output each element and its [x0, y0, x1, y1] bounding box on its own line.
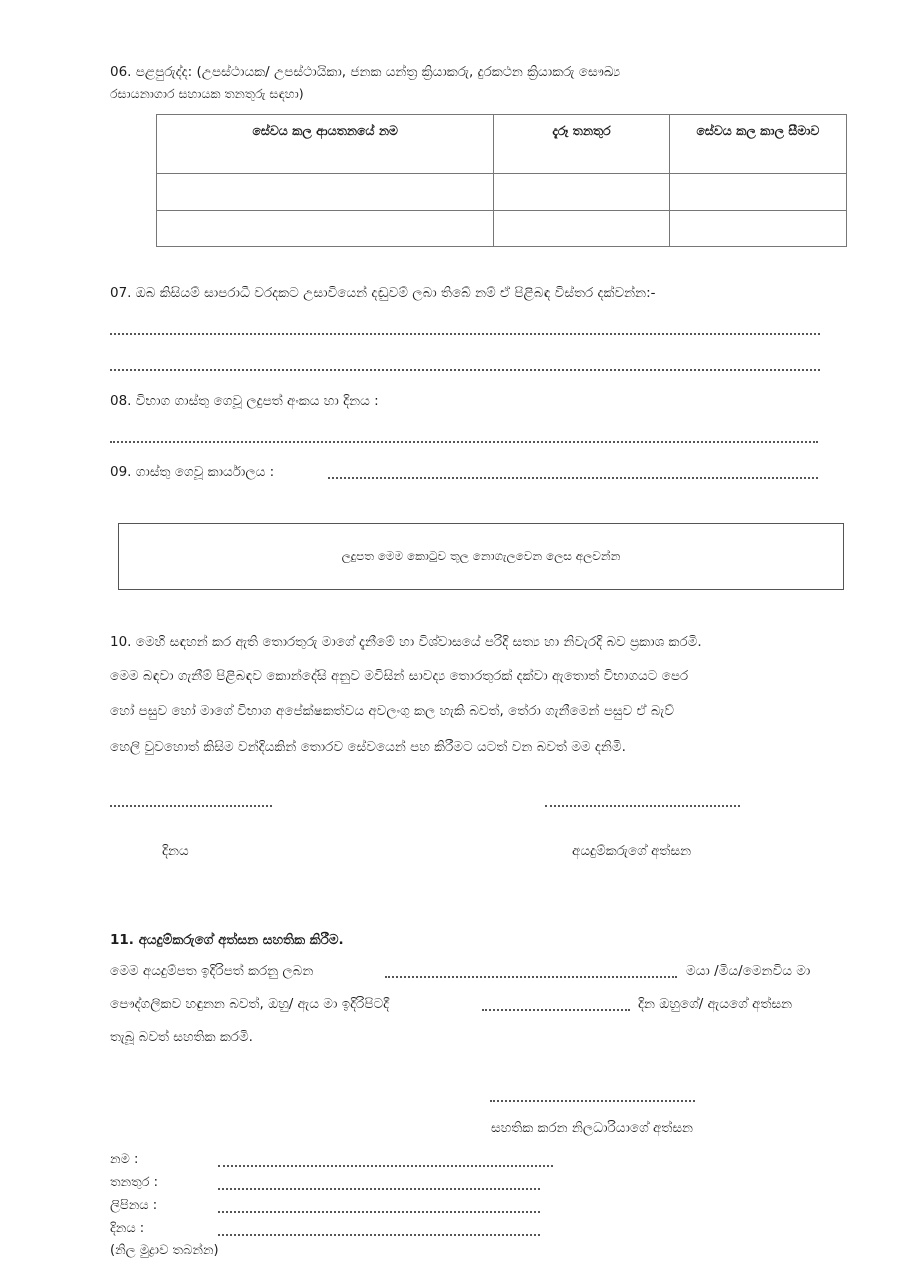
sign-date-line[interactable] [482, 1009, 630, 1011]
table-cell[interactable] [157, 211, 494, 247]
s10-line: 10. මෙහි සඳහන් කර ඇති තොරතුරු මාගේ දැනීමේ හා විශ්වාසයේ පරිදි සත්‍ය හා නිවැරදි බව ප්‍රකාශ කරමි. [110, 634, 702, 650]
s11-line2-start: පෞද්ගලිකව හඳුනන බවත්, ඔහු/ ඇය මා ඉදිරිපිටදී [110, 996, 390, 1012]
officer-date-line[interactable] [218, 1234, 540, 1236]
officer-address-label: ලිපිනය : [110, 1198, 158, 1213]
s11-line1-end: මයා /මිය/මෙනවිය මා [686, 963, 811, 979]
s11-line2-end: දින ඔහුගේ/ ඇයගේ අත්සන [638, 996, 793, 1012]
s10-line: හෝ පසුව හෝ මාගේ විභාග අපේක්ෂකත්වය අවලංගු කල හැකි බවත්, තේරා ගැනීමෙන් පසුව ඒ බැව් [110, 703, 675, 719]
s10-line: මෙම බඳවා ගැනීම් පිළිබඳව කොන්දේසි අනුව මවිසින් සාවද්‍ය තොරතුරක් දක්වා ඇතොත් විභාගයට පෙර [110, 668, 689, 684]
col-period-header: සේවය කල කාල සීමාව [669, 115, 846, 174]
officer-name-label: නම : [110, 1152, 139, 1167]
officer-signature-label: සහතික කරන නිලධාරියාගේ අත්සන [491, 1120, 694, 1136]
s06-line1: 06. පළපුරුද්ද: (උපස්ථායක/ උපස්ථායිකා, ජනක යන්ත්‍ර ක්‍රියාකරු, දුරකථන ක්‍රියාකරු සෞඛ්‍ය [110, 64, 621, 80]
s07-question: 07. ඔබ කිසියම් සාපරාධී වරදකට උසාවියෙන් දඬුවම් ලබා තිබේ නම් ඒ පිළිබඳ විස්තර දක්වන්න:- [110, 285, 656, 301]
s11-line1-start: මෙම අයදුම්පත ඉදිරිපත් කරනු ලබන [110, 963, 314, 979]
s06-line2: රසායනාගාර සහායක තනතුරු සඳහා) [110, 86, 304, 101]
experience-table [156, 114, 847, 247]
receipt-paste-box [118, 523, 844, 590]
s07-answer-line-2[interactable] [110, 369, 820, 371]
officer-date-label: දිනය : [110, 1221, 145, 1236]
table-cell[interactable] [669, 174, 846, 211]
s08-answer-line[interactable] [110, 441, 818, 443]
s11-title: 11. අයදුම්කරුගේ අත්සන සහතික කිරීම. [110, 932, 344, 948]
s11-line3: තැබූ බවත් සහතික කරමි. [110, 1029, 253, 1045]
applicant-name-line[interactable] [385, 976, 677, 978]
table-cell[interactable] [494, 174, 669, 211]
receipt-box-instruction: ලදුපත මෙම කොටුව තුල නොගැලවෙන ලෙස අලවන්න [341, 549, 621, 563]
s09-question: 09. ගාස්තු ගෙවූ කාර්යාලය : [110, 464, 275, 480]
officer-position-label: තනතුර : [110, 1175, 159, 1190]
s08-question: 08. විභාග ගාස්තු ගෙවූ ලදුපත් අංකය හා දිනය : [110, 393, 379, 409]
officer-position-line[interactable] [218, 1188, 540, 1190]
officer-address-line[interactable] [218, 1211, 540, 1213]
officer-signature-line[interactable] [490, 1100, 695, 1102]
date-line[interactable] [110, 805, 272, 807]
col-position-header: දැරූ තනතුර [494, 115, 669, 174]
col-institution-header: සේවය කල ආයතනයේ නම [157, 115, 494, 174]
applicant-signature-label: අයදුම්කරුගේ අත්සන [572, 843, 692, 859]
table-row [157, 211, 847, 247]
applicant-signature-line[interactable] [545, 805, 740, 807]
official-seal-note: (නිල මුද්‍රාව තබන්න) [110, 1243, 219, 1258]
table-header-row [157, 115, 847, 174]
s09-answer-line[interactable] [328, 477, 818, 479]
s10-declaration [110, 627, 846, 763]
table-cell[interactable] [494, 211, 669, 247]
date-label: දිනය [162, 843, 189, 859]
table-cell[interactable] [669, 211, 846, 247]
s07-answer-line-1[interactable] [110, 333, 820, 335]
s10-line: හෙලි වුවහොත් කිසිම වන්දියකින් තොරව සේවයෙන් පහ කිරීමට යටත් වන බවත් මම දනිමි. [110, 739, 626, 755]
officer-name-line[interactable] [218, 1165, 553, 1167]
table-cell[interactable] [157, 174, 494, 211]
table-row [157, 174, 847, 211]
